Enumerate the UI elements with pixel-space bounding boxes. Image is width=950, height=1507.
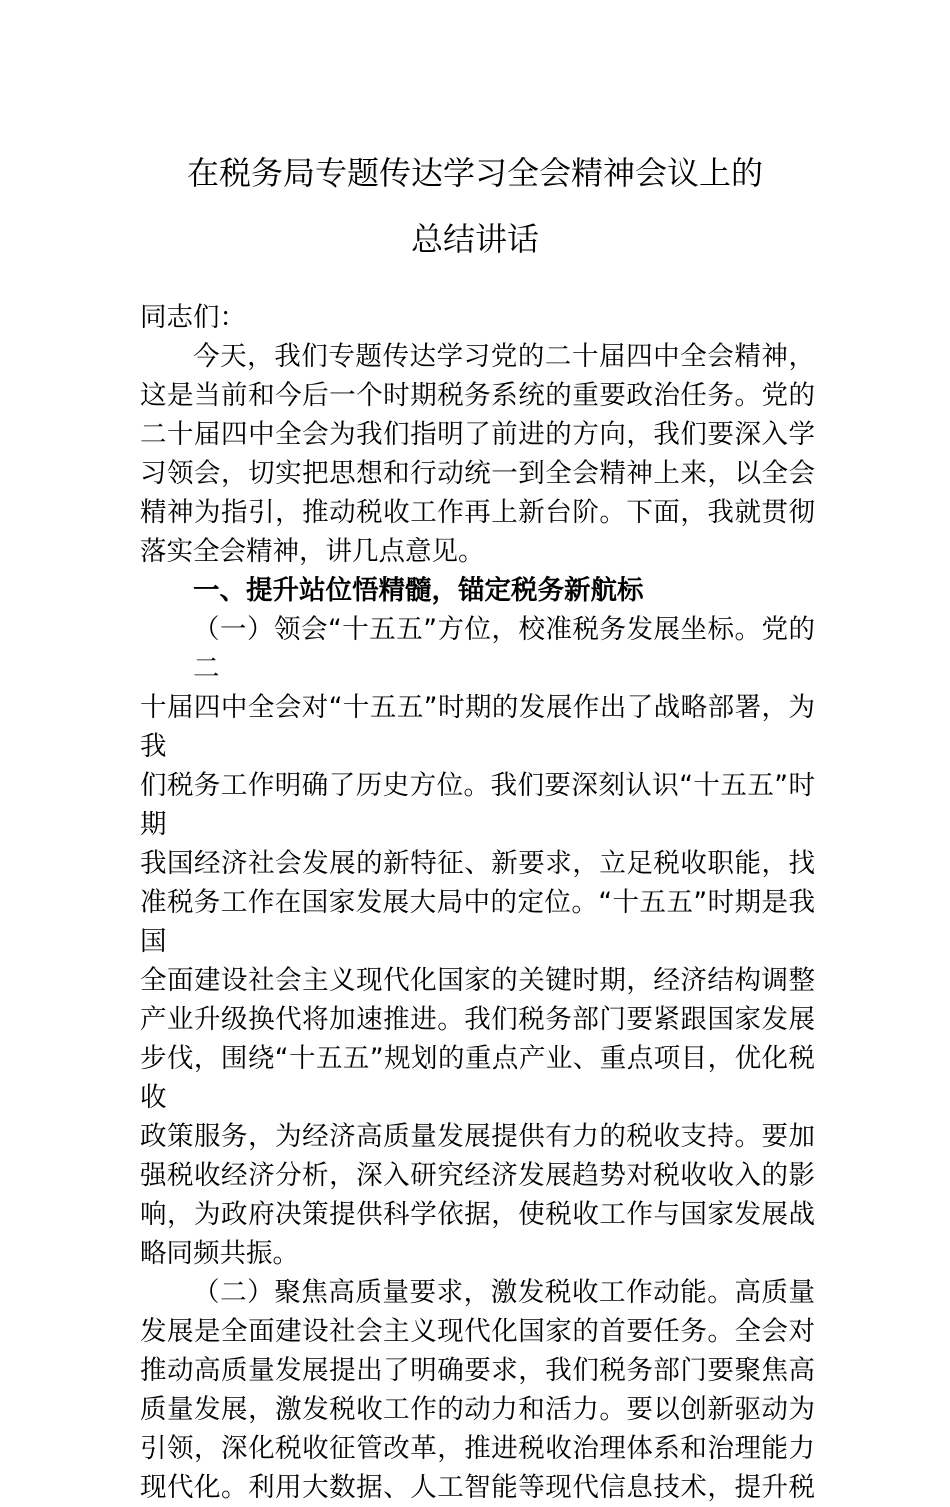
text-line: 准税务工作在国家发展大局中的定位。“十五五”时期是我国	[140, 887, 815, 957]
text-line: 略同频共振。	[140, 1238, 299, 1269]
document-title-line-2: 总结讲话	[410, 220, 539, 258]
salutation: 同志们：	[140, 302, 246, 333]
text-line: 政策服务，为经济高质量发展提供有力的税收支持。要加	[140, 1121, 815, 1152]
text-line: 步伐，围绕“十五五”规划的重点产业、重点项目，优化税收	[140, 1043, 815, 1113]
text-line: 发展是全面建设社会主义现代化国家的首要任务。全会对	[140, 1316, 815, 1347]
text-line: 我国经济社会发展的新特征、新要求，立足税收职能，找	[140, 848, 815, 879]
text-line: 今天，我们专题传达学习党的二十届四中全会精神，	[193, 341, 815, 372]
document-body	[140, 298, 815, 1507]
text-line: 响，为政府决策提供科学依据，使税收工作与国家发展战	[140, 1199, 815, 1230]
text-line: 习领会，切实把思想和行动统一到全会精神上来，以全会	[140, 458, 815, 489]
text-line: （二）聚焦高质量要求，激发税收工作动能。高质量	[193, 1277, 815, 1308]
text-line: 强税收经济分析，深入研究经济发展趋势对税收收入的影	[140, 1160, 815, 1191]
text-line: 十届四中全会对“十五五”时期的发展作出了战略部署，为我	[140, 692, 815, 762]
text-line: 产业升级换代将加速推进。我们税务部门要紧跟国家发展	[140, 1004, 815, 1035]
text-line: 现代化。利用大数据、人工智能等现代信息技术，提升税	[140, 1472, 815, 1503]
text-line: 推动高质量发展提出了明确要求，我们税务部门要聚焦高	[140, 1355, 815, 1386]
text-line: 们税务工作明确了历史方位。我们要深刻认识“十五五”时期	[140, 770, 815, 840]
text-line: 落实全会精神，讲几点意见。	[140, 536, 485, 567]
document-title-line-1: 在税务局专题传达学习全会精神会议上的	[186, 154, 763, 192]
text-line: （一）领会“十五五”方位，校准税务发展坐标。党的二	[193, 614, 815, 684]
section-heading: 一、提升站位悟精髓，锚定税务新航标	[193, 575, 644, 606]
text-line: 二十届四中全会为我们指明了前进的方向，我们要深入学	[140, 419, 815, 450]
text-line: 全面建设社会主义现代化国家的关键时期，经济结构调整	[140, 965, 815, 996]
text-line: 质量发展，激发税收工作的动力和活力。要以创新驱动为	[140, 1394, 815, 1425]
text-line: 这是当前和今后一个时期税务系统的重要政治任务。党的	[140, 380, 815, 411]
text-line: 精神为指引，推动税收工作再上新台阶。下面，我就贯彻	[140, 497, 815, 528]
text-line: 引领，深化税收征管改革，推进税收治理体系和治理能力	[140, 1433, 815, 1464]
